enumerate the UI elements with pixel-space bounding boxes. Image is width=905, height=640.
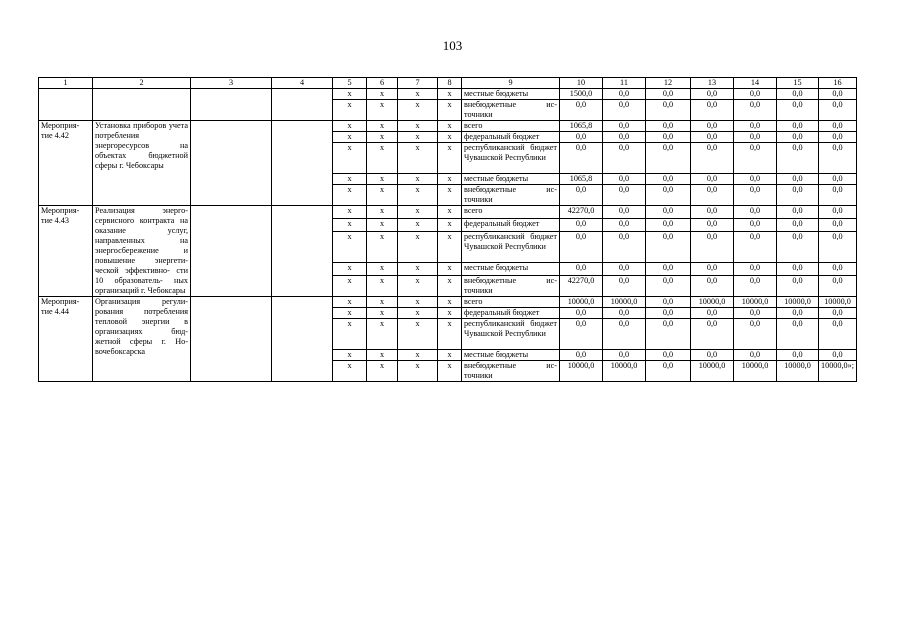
value-cell: 0,0 [819, 100, 857, 121]
mark-cell: х [367, 185, 398, 206]
value-cell: 0,0 [777, 185, 819, 206]
value-cell: 0,0 [603, 174, 646, 185]
mark-cell: х [333, 132, 367, 143]
value-cell: 0,0 [819, 232, 857, 263]
value-cell: 0,0 [777, 232, 819, 263]
value-cell: 0,0 [777, 174, 819, 185]
value-cell: 0,0 [777, 308, 819, 319]
funding-source: местные бюджеты [462, 174, 560, 185]
value-cell: 0,0 [819, 219, 857, 232]
value-cell: 10000,0 [691, 297, 734, 308]
mark-cell: х [398, 263, 438, 276]
value-cell: 0,0 [819, 89, 857, 100]
value-cell: 0,0 [777, 100, 819, 121]
value-cell: 10000,0 [777, 297, 819, 308]
value-cell: 0,0 [603, 308, 646, 319]
value-cell: 42270,0 [560, 206, 603, 219]
mark-cell: х [333, 100, 367, 121]
mark-cell: х [438, 121, 462, 132]
value-cell: 0,0 [646, 219, 691, 232]
mark-cell: х [333, 232, 367, 263]
value-cell: 0,0 [560, 185, 603, 206]
value-cell: 0,0 [819, 263, 857, 276]
funding-source: федеральный бюджет [462, 219, 560, 232]
header-cell: 1 [39, 78, 93, 89]
value-cell: 0,0 [691, 232, 734, 263]
header-cell: 15 [777, 78, 819, 89]
value-cell: 0,0 [603, 121, 646, 132]
header-cell: 4 [272, 78, 333, 89]
value-cell: 0,0 [734, 89, 777, 100]
value-cell: 0,0 [646, 143, 691, 174]
mark-cell: х [438, 132, 462, 143]
value-cell: 0,0 [560, 143, 603, 174]
value-cell: 0,0 [646, 100, 691, 121]
measure-id: Мероприя- тие 4.44 [39, 297, 93, 382]
funding-source: местные бюджеты [462, 263, 560, 276]
value-cell: 0,0 [560, 232, 603, 263]
mark-cell: х [367, 174, 398, 185]
value-cell: 0,0 [560, 308, 603, 319]
header-cell: 3 [191, 78, 272, 89]
mark-cell: х [398, 232, 438, 263]
mark-cell: х [367, 276, 398, 297]
mark-cell: х [333, 276, 367, 297]
col-3-cell [191, 89, 272, 121]
mark-cell: х [367, 132, 398, 143]
mark-cell: х [367, 350, 398, 361]
value-cell: 0,0 [560, 100, 603, 121]
value-cell: 0,0 [646, 319, 691, 350]
value-cell: 0,0 [734, 319, 777, 350]
measure-id: Мероприя- тие 4.43 [39, 206, 93, 297]
value-cell: 0,0 [734, 174, 777, 185]
value-cell: 0,0 [603, 232, 646, 263]
value-cell: 0,0 [691, 219, 734, 232]
value-cell: 0,0 [819, 185, 857, 206]
value-cell: 0,0 [734, 100, 777, 121]
value-cell: 0,0 [646, 185, 691, 206]
value-cell: 0,0 [646, 276, 691, 297]
value-cell: 0,0 [603, 143, 646, 174]
funding-source: всего [462, 206, 560, 219]
value-cell: 0,0 [777, 319, 819, 350]
value-cell: 0,0 [777, 132, 819, 143]
mark-cell: х [438, 143, 462, 174]
mark-cell: х [333, 263, 367, 276]
mark-cell: х [398, 219, 438, 232]
col-3-cell [191, 206, 272, 297]
value-cell: 0,0 [603, 132, 646, 143]
header-cell: 12 [646, 78, 691, 89]
mark-cell: х [367, 121, 398, 132]
header-cell: 9 [462, 78, 560, 89]
value-cell: 10000,0 [560, 361, 603, 382]
value-cell: 0,0 [819, 308, 857, 319]
mark-cell: х [367, 319, 398, 350]
mark-cell: х [333, 219, 367, 232]
value-cell: 0,0 [646, 361, 691, 382]
value-cell: 0,0 [603, 219, 646, 232]
value-cell: 10000,0 [734, 361, 777, 382]
mark-cell: х [398, 297, 438, 308]
value-cell: 0,0 [646, 263, 691, 276]
mark-cell: х [333, 174, 367, 185]
mark-cell: х [438, 276, 462, 297]
header-cell: 14 [734, 78, 777, 89]
mark-cell: х [398, 361, 438, 382]
value-cell: 0,0 [777, 143, 819, 174]
value-cell: 0,0 [734, 308, 777, 319]
value-cell: 0,0 [691, 206, 734, 219]
value-cell: 0,0 [646, 132, 691, 143]
value-cell: 0,0 [777, 121, 819, 132]
mark-cell: х [367, 297, 398, 308]
value-cell: 0,0 [734, 350, 777, 361]
value-cell: 0,0 [646, 350, 691, 361]
funding-source: внебюджетные ис- точники [462, 185, 560, 206]
value-cell: 0,0 [646, 121, 691, 132]
value-cell: 0,0 [734, 276, 777, 297]
value-cell: 0,0 [603, 263, 646, 276]
value-cell: 0,0 [777, 219, 819, 232]
mark-cell: х [398, 276, 438, 297]
value-cell: 0,0 [734, 121, 777, 132]
value-cell: 10000,0 [819, 297, 857, 308]
value-cell: 0,0 [691, 121, 734, 132]
mark-cell: х [398, 89, 438, 100]
value-cell: 0,0 [734, 185, 777, 206]
value-cell: 1065,8 [560, 174, 603, 185]
value-cell: 0,0 [734, 132, 777, 143]
mark-cell: х [367, 308, 398, 319]
mark-cell: х [367, 219, 398, 232]
value-cell: 0,0 [603, 350, 646, 361]
mark-cell: х [438, 308, 462, 319]
value-cell: 0,0 [603, 100, 646, 121]
value-cell: 0,0 [603, 276, 646, 297]
header-cell: 11 [603, 78, 646, 89]
funding-source: внебюджетные ис- точники [462, 361, 560, 382]
funding-source: всего [462, 121, 560, 132]
value-cell: 0,0 [560, 263, 603, 276]
header-cell: 5 [333, 78, 367, 89]
value-cell: 0,0 [691, 132, 734, 143]
value-cell: 0,0 [777, 263, 819, 276]
value-cell: 0,0 [734, 232, 777, 263]
value-cell: 0,0 [691, 143, 734, 174]
mark-cell: х [438, 185, 462, 206]
value-cell: 0,0 [646, 89, 691, 100]
value-cell: 0,0 [646, 297, 691, 308]
value-cell: 0,0 [646, 232, 691, 263]
value-cell: 0,0 [560, 350, 603, 361]
value-cell: 0,0 [819, 143, 857, 174]
value-cell: 0,0 [646, 174, 691, 185]
mark-cell: х [398, 185, 438, 206]
header-row [39, 78, 857, 89]
col-3-cell [191, 121, 272, 206]
value-cell: 1500,0 [560, 89, 603, 100]
mark-cell: х [438, 89, 462, 100]
mark-cell: х [438, 350, 462, 361]
measure-description [93, 89, 191, 121]
value-cell: 0,0 [691, 174, 734, 185]
funding-source: местные бюджеты [462, 89, 560, 100]
value-cell: 0,0 [603, 89, 646, 100]
mark-cell: х [398, 308, 438, 319]
value-cell: 42270,0 [560, 276, 603, 297]
header-cell: 2 [93, 78, 191, 89]
mark-cell: х [333, 89, 367, 100]
mark-cell: х [438, 174, 462, 185]
value-cell: 0,0 [819, 319, 857, 350]
value-cell: 0,0 [603, 206, 646, 219]
table-row [39, 89, 857, 100]
mark-cell: х [333, 319, 367, 350]
mark-cell: х [367, 143, 398, 174]
mark-cell: х [333, 308, 367, 319]
value-cell: 0,0 [560, 132, 603, 143]
funding-source: всего [462, 297, 560, 308]
funding-source: внебюджетные ис- точники [462, 100, 560, 121]
value-cell: 0,0 [691, 100, 734, 121]
value-cell: 0,0 [560, 319, 603, 350]
value-cell: 0,0 [777, 206, 819, 219]
measure-description: Реализация энерго- сервисного контракта на оказание услуг, направленных на энергосбережение и повышение энергети- ческой эффективно- сти 10 образователь- ных организаций г. Чебоксары [93, 206, 191, 297]
measure-id [39, 89, 93, 121]
page-number: 103 [442, 38, 463, 53]
value-cell: 0,0 [560, 219, 603, 232]
mark-cell: х [398, 143, 438, 174]
mark-cell: х [398, 100, 438, 121]
value-cell: 0,0 [691, 185, 734, 206]
mark-cell: х [367, 206, 398, 219]
value-cell: 10000,0 [734, 297, 777, 308]
funding-source: республиканский бюджет Чувашской Республики [462, 232, 560, 263]
value-cell: 0,0 [734, 143, 777, 174]
mark-cell: х [438, 361, 462, 382]
header-cell: 8 [438, 78, 462, 89]
funding-source: местные бюджеты [462, 350, 560, 361]
value-cell: 0,0 [777, 89, 819, 100]
col-4-cell [272, 206, 333, 297]
mark-cell: х [367, 89, 398, 100]
header-cell: 7 [398, 78, 438, 89]
value-cell: 0,0 [819, 121, 857, 132]
value-cell: 0,0 [819, 206, 857, 219]
measure-id: Мероприя- тие 4.42 [39, 121, 93, 206]
value-cell: 0,0 [734, 219, 777, 232]
funding-source: внебюджетные ис- точники [462, 276, 560, 297]
mark-cell: х [438, 232, 462, 263]
funding-source: федеральный бюджет [462, 132, 560, 143]
funding-source: республиканский бюджет Чувашской Республики [462, 143, 560, 174]
value-cell: 0,0 [603, 185, 646, 206]
mark-cell: х [398, 174, 438, 185]
mark-cell: х [367, 232, 398, 263]
value-cell: 10000,0 [691, 361, 734, 382]
value-cell: 0,0 [734, 263, 777, 276]
mark-cell: х [333, 121, 367, 132]
value-cell: 10000,0 [560, 297, 603, 308]
header-cell: 10 [560, 78, 603, 89]
value-cell: 0,0 [691, 308, 734, 319]
value-cell: 0,0 [691, 263, 734, 276]
value-cell: 0,0 [646, 308, 691, 319]
value-cell: 1065,8 [560, 121, 603, 132]
value-cell: 0,0 [734, 206, 777, 219]
mark-cell: х [333, 143, 367, 174]
measure-description: Организация регули- рования потребления тепловой энергии в организациях бюд- жетной сферы г. Но- вочебоксарска [93, 297, 191, 382]
col-4-cell [272, 89, 333, 121]
value-cell: 0,0 [691, 350, 734, 361]
mark-cell: х [398, 319, 438, 350]
header-cell: 16 [819, 78, 857, 89]
mark-cell: х [333, 361, 367, 382]
table-row [39, 121, 857, 132]
value-cell: 10000,0 [603, 361, 646, 382]
col-4-cell [272, 121, 333, 206]
mark-cell: х [438, 100, 462, 121]
table-row [39, 206, 857, 219]
mark-cell: х [438, 206, 462, 219]
value-cell: 0,0 [819, 276, 857, 297]
mark-cell: х [398, 132, 438, 143]
mark-cell: х [438, 297, 462, 308]
mark-cell: х [333, 297, 367, 308]
table-row [39, 297, 857, 308]
mark-cell: х [398, 350, 438, 361]
mark-cell: х [367, 361, 398, 382]
header-cell: 13 [691, 78, 734, 89]
value-cell: 0,0 [603, 319, 646, 350]
value-cell: 0,0 [691, 319, 734, 350]
value-cell: 10000,0 [777, 361, 819, 382]
mark-cell: х [367, 263, 398, 276]
funding-source: республиканский бюджет Чувашской Республики [462, 319, 560, 350]
mark-cell: х [398, 206, 438, 219]
value-cell: 0,0 [646, 206, 691, 219]
value-cell: 0,0 [777, 350, 819, 361]
value-cell: 10000,0 [603, 297, 646, 308]
value-cell: 0,0 [691, 89, 734, 100]
value-cell: 10000,0»; [819, 361, 857, 382]
mark-cell: х [398, 121, 438, 132]
value-cell: 0,0 [819, 174, 857, 185]
col-3-cell [191, 297, 272, 382]
measure-description: Установка приборов учета потребления энергоресурсов на объектах бюджетной сферы г. Чебоксары [93, 121, 191, 206]
mark-cell: х [367, 100, 398, 121]
funding-source: федеральный бюджет [462, 308, 560, 319]
mark-cell: х [438, 219, 462, 232]
mark-cell: х [333, 206, 367, 219]
value-cell: 0,0 [819, 132, 857, 143]
mark-cell: х [333, 350, 367, 361]
value-cell: 0,0 [777, 276, 819, 297]
header-cell: 6 [367, 78, 398, 89]
mark-cell: х [333, 185, 367, 206]
col-4-cell [272, 297, 333, 382]
value-cell: 0,0 [819, 350, 857, 361]
mark-cell: х [438, 319, 462, 350]
budget-table [38, 77, 857, 382]
mark-cell: х [438, 263, 462, 276]
value-cell: 0,0 [691, 276, 734, 297]
